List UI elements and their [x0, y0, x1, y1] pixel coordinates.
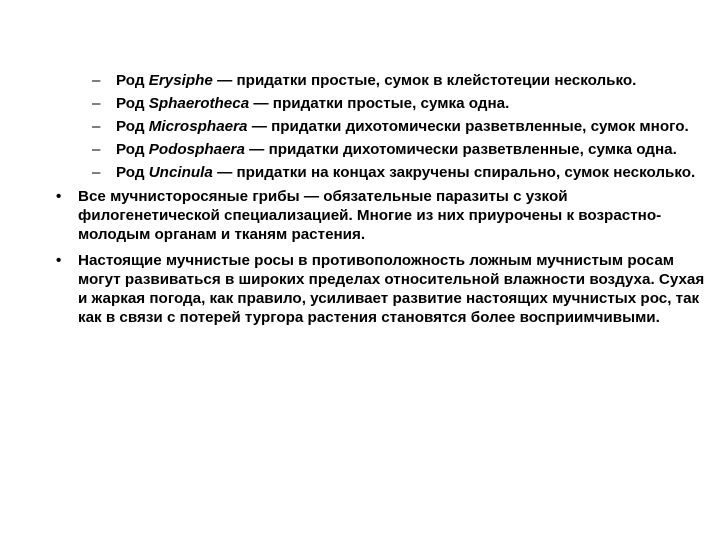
dash-marker: –	[92, 95, 101, 112]
bullet-text: Настоящие мучнистые росы в противоположность ложным мучнистым росам могут развиваться в широких пределах относительной влажности воздуха. Сухая и жаркая погода, как правило, усиливает развитие настоящих мучнистых рос, так как в связи с потерей тургора растения становятся более восприимчивыми.	[78, 252, 705, 326]
bullet-text: Все мучнисторосяные грибы — обязательные паразиты с узкой филогенетической специализацией. Многие из них приурочены к возрастно-молодым органам и тканям растения.	[78, 188, 662, 243]
genus-description: — придатки дихотомически разветвленные, сумок много.	[251, 118, 689, 135]
genus-description: — придатки на концах закручены спирально, сумок несколько.	[217, 164, 696, 181]
genus-description: — придатки простые, сумка одна.	[253, 95, 510, 112]
dash-marker: –	[92, 118, 101, 135]
slide-content	[50, 72, 712, 334]
genus-prefix: Род	[116, 118, 145, 135]
genus-prefix: Род	[116, 95, 145, 112]
genus-item-erysiphe	[50, 72, 712, 90]
genus-name: Erysiphe	[148, 72, 213, 89]
genus-item-sphaerotheca	[50, 95, 712, 113]
dash-marker: –	[92, 141, 101, 158]
genus-description: — придатки дихотомически разветвленные, сумка одна.	[249, 141, 677, 158]
bullet-marker: •	[56, 252, 62, 269]
bullet-list	[50, 187, 712, 327]
genus-name: Uncinula	[148, 164, 213, 181]
dash-marker: –	[92, 164, 101, 181]
genus-description: — придатки простые, сумок в клейстотеции несколько.	[217, 72, 637, 89]
genus-list	[50, 72, 712, 182]
genus-item-microsphaera	[50, 118, 712, 136]
genus-item-podosphaera	[50, 141, 712, 159]
dash-marker: –	[92, 72, 101, 89]
bullet-item-humidity	[50, 251, 712, 327]
genus-prefix: Род	[116, 164, 145, 181]
genus-prefix: Род	[116, 141, 145, 158]
genus-item-uncinula	[50, 164, 712, 182]
genus-name: Microsphaera	[148, 118, 248, 135]
genus-name: Podosphaera	[148, 141, 245, 158]
bullet-item-parasites	[50, 187, 712, 244]
genus-prefix: Род	[116, 72, 145, 89]
genus-name: Sphaerotheca	[148, 95, 250, 112]
bullet-marker: •	[56, 188, 62, 205]
